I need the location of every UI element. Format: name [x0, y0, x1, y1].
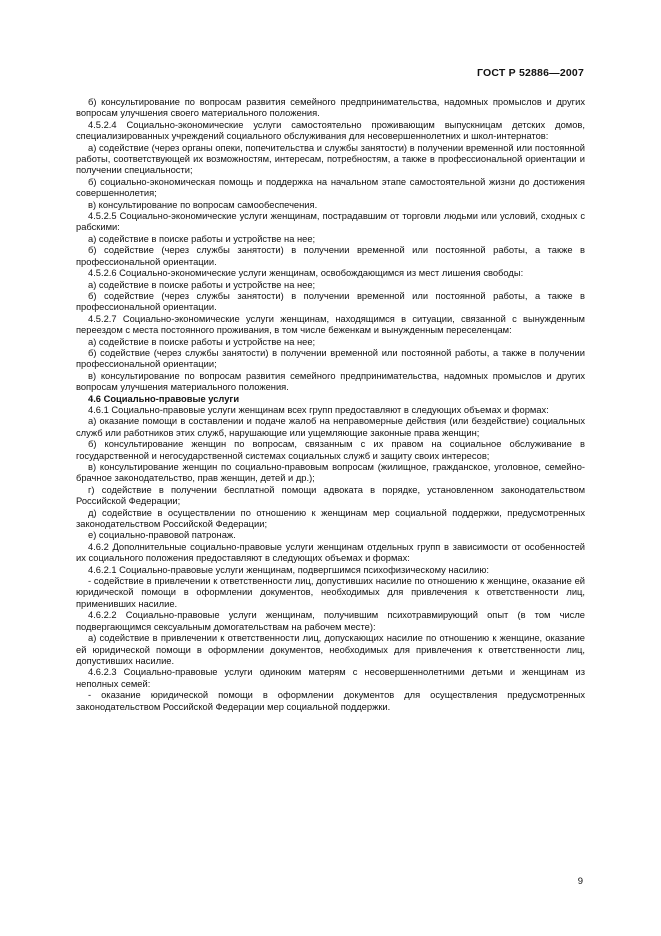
- list-item: а) содействие (через органы опеки, попечительства и службы занятости) в получении временной или постоянной работы, соответствующей их возможностям, интересам, потребностям, а также в профессиональной ориентации и получении специальности;: [76, 142, 585, 176]
- clause-4-6-2: 4.6.2 Дополнительные социально-правовые услуги женщинам отдельных групп в зависимости от особенностей их социального положения предоставляют в следующих объемах и формах:: [76, 541, 585, 564]
- list-item: б) содействие (через службы занятости) в получении временной или постоянной работы, а также в получении профессиональной ориентации;: [76, 347, 585, 370]
- list-item: д) содействие в осуществлении по отношению к женщинам мер социальной поддержки, предусмотренных законодательством Российской Федерации;: [76, 507, 585, 530]
- list-item: в) консультирование по вопросам самообеспечения.: [88, 199, 318, 210]
- clause-4-6-1: 4.6.1 Социально-правовые услуги женщинам всех групп предоставляют в следующих объемах и формах:: [88, 404, 549, 415]
- page-body: [76, 97, 585, 713]
- clause-4-6-2-3: 4.6.2.3 Социально-правовые услуги одиноким матерям с несовершеннолетними детьми и женщинам из неполных семей:: [76, 667, 585, 689]
- list-item: - содействие в привлечении к ответственности лиц, допустивших насилие по отношению к женщине, оказание ей юридической помощи в оформлении документов, необходимых для привлечения к ответственности лиц, применивших насилие.: [76, 576, 585, 609]
- section-heading-4-6: 4.6 Социально-правовые услуги: [88, 393, 240, 404]
- list-item: б) содействие (через службы занятости) в получении временной или постоянной работы, а также в профессиональной ориентации.: [76, 290, 585, 313]
- list-item: в) консультирование по вопросам развития семейного предпринимательства, надомных промыслов и других вопросам улучшения материального положения.: [76, 370, 585, 393]
- document-code-header: ГОСТ Р 52886—2007: [476, 67, 584, 79]
- list-item: а) содействие в поиске работы и устройстве на нее;: [88, 336, 316, 347]
- list-item: а) содействие в поиске работы и устройстве на нее;: [88, 279, 316, 290]
- list-item: е) социально-правовой патронаж.: [88, 530, 236, 541]
- clause-4-5-2-6: 4.5.2.6 Социально-экономические услуги женщинам, освобождающимся из мест лишения свободы:: [88, 268, 524, 279]
- list-item: - оказание юридической помощи в оформлении документов для осуществления предусмотренных законодательством Российской Федерации мер социальной поддержки.: [76, 690, 585, 712]
- list-item: а) оказание помощи в составлении и подаче жалоб на неправомерные действия (или бездействие) социальных служб или работников этих служб, нарушающие или ущемляющие законные права женщин;: [76, 416, 585, 438]
- clause-4-6-2-2: 4.6.2.2 Социально-правовые услуги женщинам, получившим психотравмирующий опыт (в том числе подвергающимся сексуальным домогательствам на рабочем месте):: [76, 610, 585, 632]
- paragraph: б) консультирование по вопросам развития семейного предпринимательства, надомных промыслов и других вопросам улучшения своего материального положения.: [76, 97, 585, 119]
- list-item: в) консультирование женщин по социально-правовым вопросам (жилищное, гражданское, уголовное, семейно-брачное законодательство, прав женщин, детей и др.);: [76, 462, 585, 484]
- clause-4-5-2-7: 4.5.2.7 Социально-экономические услуги женщинам, находящимся в ситуации, связанной с вынужденным переездом с места постоянного проживания, в том числе беженкам и вынужденным переселенцам:: [76, 313, 585, 336]
- page-number: 9: [577, 876, 583, 887]
- list-item: а) содействие в поиске работы и устройстве на нее;: [88, 233, 316, 244]
- list-item: г) содействие в получении бесплатной помощи адвоката в порядке, установленном законодательством Российской Федерации;: [76, 484, 585, 507]
- list-item: б) социально-экономическая помощь и поддержка на начальном этапе самостоятельной жизни до достижения совершеннолетия;: [76, 176, 585, 199]
- clause-4-5-2-4: 4.5.2.4 Социально-экономические услуги самостоятельно проживающим выпускницам детских домов, специализированных учреждений социального обслуживания для несовершеннолетних и школ-интернатов:: [76, 119, 585, 142]
- list-item: б) консультирование женщин по вопросам, связанным с их правом на социальное обслуживание в государственной и негосударственной системах социальных служб и защиту своих интересов;: [76, 439, 585, 461]
- clause-4-6-2-1: 4.6.2.1 Социально-правовые услуги женщинам, подвергшимся психофизическому насилию:: [88, 564, 489, 575]
- clause-4-5-2-5: 4.5.2.5 Социально-экономические услуги женщинам, пострадавшим от торговли людьми или условий, сходных с рабскими:: [76, 211, 585, 233]
- list-item: а) содействие в привлечении к ответственности лиц, допускающих насилие по отношению к женщине, оказание ей юридической помощи в оформлении документов, необходимых для привлечения к ответственности лиц, допустивших насилие.: [76, 633, 585, 666]
- list-item: б) содействие (через службы занятости) в получении временной или постоянной работы, а также в профессиональной ориентации.: [76, 245, 585, 267]
